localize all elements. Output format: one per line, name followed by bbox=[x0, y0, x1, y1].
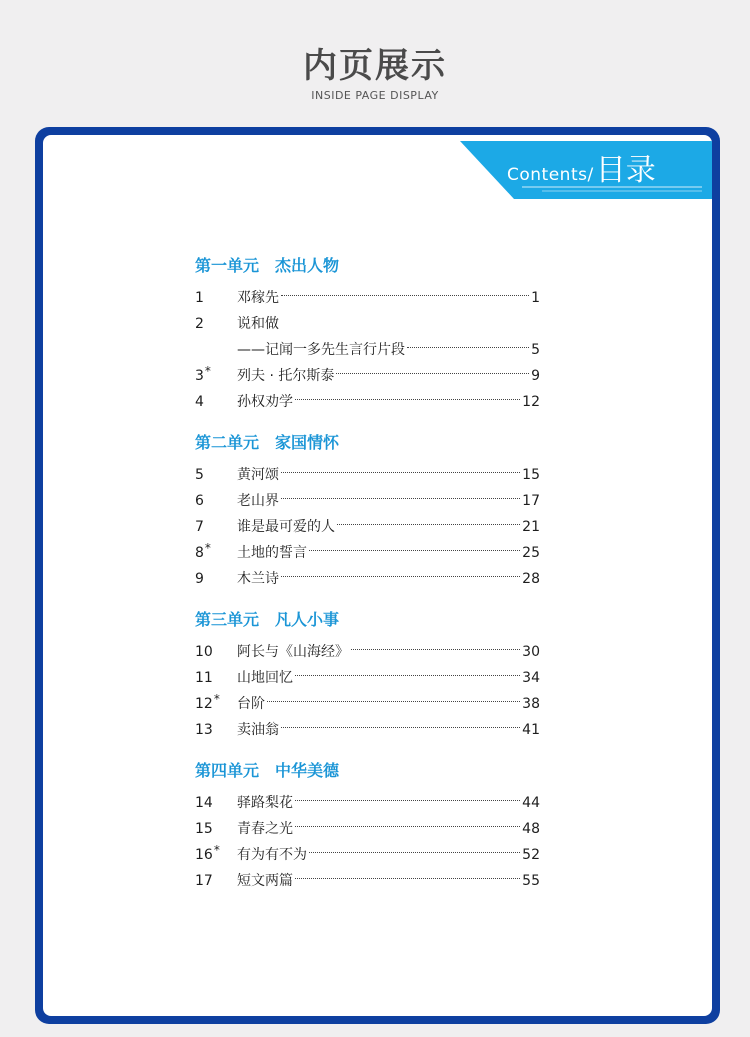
dot-leader bbox=[295, 674, 520, 676]
lesson-number-text: 8 bbox=[195, 545, 204, 561]
lesson-number-text: 9 bbox=[195, 571, 204, 587]
page-number: 41 bbox=[522, 722, 540, 738]
lesson-title: ——记闻一多先生言行片段 bbox=[237, 342, 405, 358]
lesson-number-text: 16 bbox=[195, 847, 213, 863]
lesson-number-text: 7 bbox=[195, 519, 204, 535]
optional-reading-star: * bbox=[213, 692, 220, 706]
lesson-title: 说和做 bbox=[237, 316, 279, 332]
dot-leader bbox=[295, 398, 520, 400]
table-of-contents bbox=[195, 253, 540, 909]
page-number: 1 bbox=[531, 290, 540, 306]
lesson-title: 阿长与《山海经》 bbox=[237, 644, 349, 660]
dot-leader bbox=[309, 851, 520, 853]
page-number: 17 bbox=[522, 493, 540, 509]
unit-section bbox=[195, 430, 540, 587]
page-subtitle: INSIDE PAGE DISPLAY bbox=[311, 89, 439, 102]
lesson-number bbox=[195, 863, 237, 894]
lesson-number-text: 14 bbox=[195, 795, 213, 811]
lesson-title: 短文两篇 bbox=[237, 873, 293, 889]
lesson-number-text: 2 bbox=[195, 316, 204, 332]
dot-leader bbox=[281, 294, 529, 296]
lesson-number-text: 3 bbox=[195, 368, 204, 384]
dot-leader bbox=[351, 648, 520, 650]
lesson-number-text: 4 bbox=[195, 394, 204, 410]
toc-entry[interactable] bbox=[195, 634, 540, 660]
page-number: 55 bbox=[522, 873, 540, 889]
banner-chinese: 目录 bbox=[595, 153, 656, 188]
page-number: 44 bbox=[522, 795, 540, 811]
lesson-title: 老山界 bbox=[237, 493, 279, 509]
lesson-number-text: 17 bbox=[195, 873, 213, 889]
lesson-title: 谁是最可爱的人 bbox=[237, 519, 335, 535]
page-number: 12 bbox=[522, 394, 540, 410]
page-title: 内页展示 bbox=[303, 46, 447, 86]
lesson-title: 列夫 · 托尔斯泰 bbox=[237, 368, 335, 384]
lesson-number-text: 5 bbox=[195, 467, 204, 483]
dot-leader bbox=[407, 346, 529, 348]
lesson-title: 青春之光 bbox=[237, 821, 293, 837]
lesson-title: 邓稼先 bbox=[237, 290, 279, 306]
unit-section bbox=[195, 758, 540, 889]
page-number: 34 bbox=[522, 670, 540, 686]
contents-sheet bbox=[43, 135, 712, 1016]
contents-banner bbox=[452, 139, 712, 199]
page-number: 9 bbox=[531, 368, 540, 384]
page-number: 30 bbox=[522, 644, 540, 660]
lesson-title: 山地回忆 bbox=[237, 670, 293, 686]
lesson-title: 黄河颂 bbox=[237, 467, 279, 483]
lesson-title: 有为有不为 bbox=[237, 847, 307, 863]
lesson-title: 土地的誓言 bbox=[237, 545, 307, 561]
lesson-number bbox=[195, 712, 237, 743]
contents-frame bbox=[35, 127, 720, 1024]
unit-section bbox=[195, 607, 540, 738]
lesson-number bbox=[195, 384, 237, 415]
lesson-number-text: 13 bbox=[195, 722, 213, 738]
page-number: 52 bbox=[522, 847, 540, 863]
optional-reading-star: * bbox=[213, 843, 220, 857]
dot-leader bbox=[281, 575, 520, 577]
lesson-number-text: 11 bbox=[195, 670, 213, 686]
dot-leader bbox=[336, 372, 529, 374]
dot-leader bbox=[295, 825, 520, 827]
lesson-title: 台阶 bbox=[237, 696, 265, 712]
optional-reading-star: * bbox=[204, 541, 211, 555]
toc-entry[interactable] bbox=[195, 280, 540, 306]
dot-leader bbox=[295, 877, 520, 879]
unit-section bbox=[195, 253, 540, 410]
page-number: 38 bbox=[522, 696, 540, 712]
dot-leader bbox=[295, 799, 520, 801]
dot-leader bbox=[337, 523, 520, 525]
dot-leader bbox=[267, 700, 520, 702]
page-number: 28 bbox=[522, 571, 540, 587]
lesson-number-text: 12 bbox=[195, 696, 213, 712]
dot-leader bbox=[281, 497, 520, 499]
lesson-title: 卖油翁 bbox=[237, 722, 279, 738]
unit-heading: 第一单元 杰出人物 bbox=[195, 256, 340, 275]
lesson-number-text: 10 bbox=[195, 644, 213, 660]
lesson-number-text: 6 bbox=[195, 493, 204, 509]
dot-leader bbox=[281, 471, 520, 473]
page-number: 21 bbox=[522, 519, 540, 535]
lesson-number bbox=[195, 561, 237, 592]
unit-heading: 第二单元 家国情怀 bbox=[195, 433, 340, 452]
lesson-title: 木兰诗 bbox=[237, 571, 279, 587]
toc-entry[interactable] bbox=[195, 785, 540, 811]
banner-english: Contents/ bbox=[507, 165, 594, 185]
page-number: 48 bbox=[522, 821, 540, 837]
lesson-title: 孙权劝学 bbox=[237, 394, 293, 410]
lesson-number-text: 1 bbox=[195, 290, 204, 306]
lesson-title: 驿路梨花 bbox=[237, 795, 293, 811]
lesson-number-text: 15 bbox=[195, 821, 213, 837]
toc-entry[interactable] bbox=[195, 457, 540, 483]
optional-reading-star: * bbox=[204, 364, 211, 378]
unit-heading: 第三单元 凡人小事 bbox=[195, 610, 340, 629]
page-number: 25 bbox=[522, 545, 540, 561]
dot-leader bbox=[309, 549, 520, 551]
page-number: 5 bbox=[531, 342, 540, 358]
dot-leader bbox=[281, 726, 520, 728]
banner-label bbox=[507, 145, 656, 189]
page-number: 15 bbox=[522, 467, 540, 483]
unit-heading: 第四单元 中华美德 bbox=[195, 761, 340, 780]
